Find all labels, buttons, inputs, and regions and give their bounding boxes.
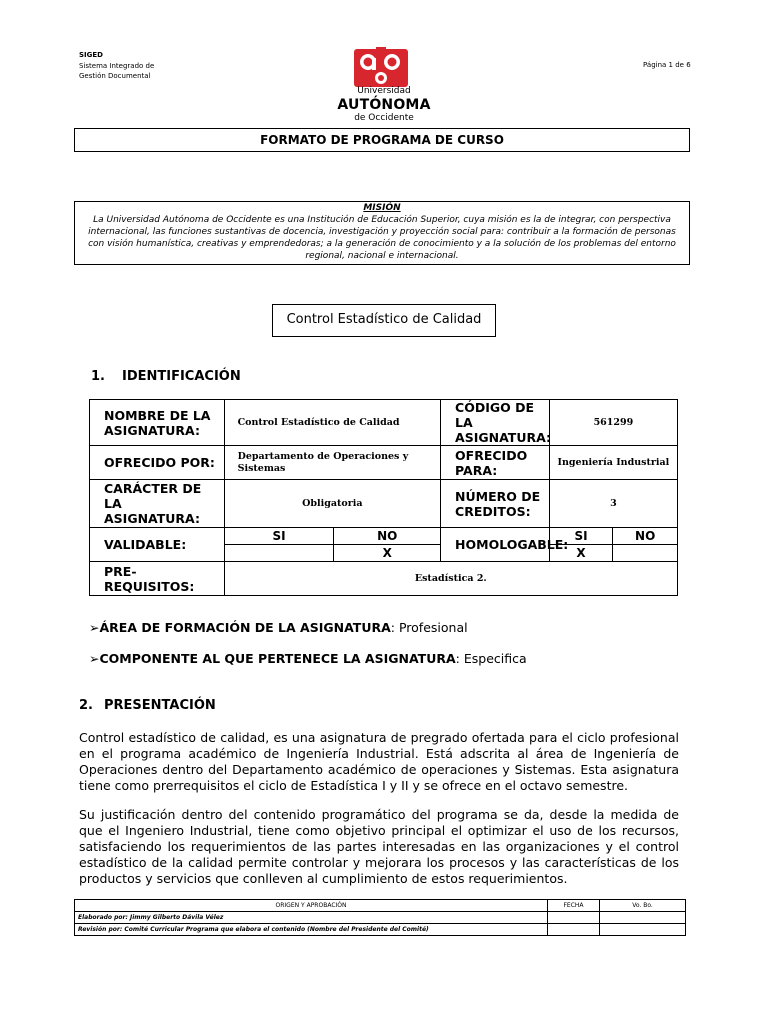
arrow-bullet-icon: ➢ xyxy=(89,620,100,635)
section1-number: 1. xyxy=(91,369,105,384)
logo-text-universidad: Universidad xyxy=(357,86,411,96)
creditos-value: 3 xyxy=(549,480,677,528)
logo-text-autonoma: AUTÓNOMA xyxy=(337,97,431,113)
homologable-si-header: SI xyxy=(549,528,613,545)
homologable-si-mark: X xyxy=(549,545,613,562)
homologable-no-mark xyxy=(613,545,678,562)
validable-label: VALIDABLE: xyxy=(90,528,225,562)
approval-date-header: FECHA xyxy=(548,900,600,912)
nombre-value: Control Estadístico de Calidad xyxy=(224,400,440,446)
approval-vobo-header: Vo. Bo. xyxy=(600,900,686,912)
approval-origin-header: ORIGEN Y APROBACIÓN xyxy=(75,900,548,912)
course-title: Control Estadístico de Calidad xyxy=(286,312,482,327)
ofrecido-por-label: OFRECIDO POR: xyxy=(90,446,225,480)
validable-no-header: NO xyxy=(334,528,441,545)
ofrecido-para-label: OFRECIDO PARA: xyxy=(441,446,550,480)
revision-por: Revisión por: Comité Curricular Programa que elabora el contenido (Nombre del Presidente del Comité) xyxy=(75,924,548,936)
validable-si-mark xyxy=(224,545,334,562)
prereq-value: Estadística 2. xyxy=(224,562,677,596)
revision-fecha xyxy=(548,924,600,936)
logo-text-occidente: de Occidente xyxy=(354,113,414,123)
elaborado-por: Elaborado por: Jimmy Gilberto Dávila Vélez xyxy=(75,912,548,924)
validable-si-header: SI xyxy=(224,528,334,545)
ofrecido-por-value: Departamento de Operaciones y Sistemas xyxy=(224,446,440,480)
section2-number: 2. xyxy=(79,698,93,713)
codigo-label: CÓDIGO DE LA ASIGNATURA: xyxy=(441,400,550,446)
system-name-line1: Sistema Integrado de xyxy=(79,62,155,70)
page-number: Página 1 de 6 xyxy=(643,61,691,69)
componente-line xyxy=(89,651,527,666)
arrow-bullet-icon: ➢ xyxy=(89,651,100,666)
validable-no-mark: X xyxy=(334,545,441,562)
componente-value: : Especifica xyxy=(455,651,527,666)
caracter-label: CARÁCTER DE LA ASIGNATURA: xyxy=(90,480,225,528)
revision-vobo xyxy=(600,924,686,936)
area-formacion-line xyxy=(89,620,468,635)
section1-title: IDENTIFICACIÓN xyxy=(122,369,241,384)
presentation-paragraph-2: Su justificación dentro del contenido programático del programa se da, desde la medida de que el Ingeniero Industrial, tiene como objetivo principal el optimizar el uso de los recursos, satisfaciendo los requerimientos de las partes interesadas en las organizaciones y el control estadístico de la calidad permite controlar y mejorara los procesos y las características de los productos y servicios que conlleven al cumplimiento de estos requerimientos. xyxy=(79,807,679,886)
presentation-paragraph-1: Control estadístico de calidad, es una asignatura de pregrado ofertada para el ciclo profesional en el programa académico de Ingeniería Industrial. Está adscrita al área de Ingeniería de Operaciones dentro del Departamento académico de operaciones y Sistemas. Esta asignatura tiene como prerrequisitos el ciclo de Estadística I y II y se ofrece en el octavo semestre. xyxy=(79,730,679,793)
identification-table xyxy=(89,399,678,596)
caracter-value: Obligatoria xyxy=(224,480,440,528)
ofrecido-para-value: Ingeniería Industrial xyxy=(549,446,677,480)
mision-title: MISIÓN xyxy=(363,203,401,213)
format-title: FORMATO DE PROGRAMA DE CURSO xyxy=(260,133,504,147)
elaborado-fecha xyxy=(548,912,600,924)
area-formacion-value: : Profesional xyxy=(390,620,468,635)
university-logo xyxy=(354,47,408,87)
section2-title: PRESENTACIÓN xyxy=(104,698,216,713)
mision-text: La Universidad Autónoma de Occidente es una Institución de Educación Superior, cuya misión es la de integrar, con perspectiva internacional, las funciones sustantivas de docencia, investigación y proyección social para: contribuir a la formación de personas con visión humanística, creativas y emprendedoras; a la generación de conocimiento y a la solución de los problemas del entorno regional, nacional e internacional. xyxy=(88,215,676,261)
approval-table xyxy=(74,899,686,936)
codigo-value: 561299 xyxy=(549,400,677,446)
elaborado-vobo xyxy=(600,912,686,924)
nombre-label: NOMBRE DE LA ASIGNATURA: xyxy=(90,400,225,446)
componente-label: COMPONENTE AL QUE PERTENECE LA ASIGNATURA xyxy=(99,651,456,666)
creditos-label: NÚMERO DE CREDITOS: xyxy=(441,480,550,528)
area-formacion-label: ÁREA DE FORMACIÓN DE LA ASIGNATURA xyxy=(99,620,391,635)
system-name-line2: Gestión Documental xyxy=(79,72,151,80)
system-code: SIGED xyxy=(79,51,103,59)
prereq-label: PRE-REQUISITOS: xyxy=(90,562,225,596)
homologable-no-header: NO xyxy=(613,528,678,545)
homologable-label: HOMOLOGABLE: xyxy=(441,528,550,562)
